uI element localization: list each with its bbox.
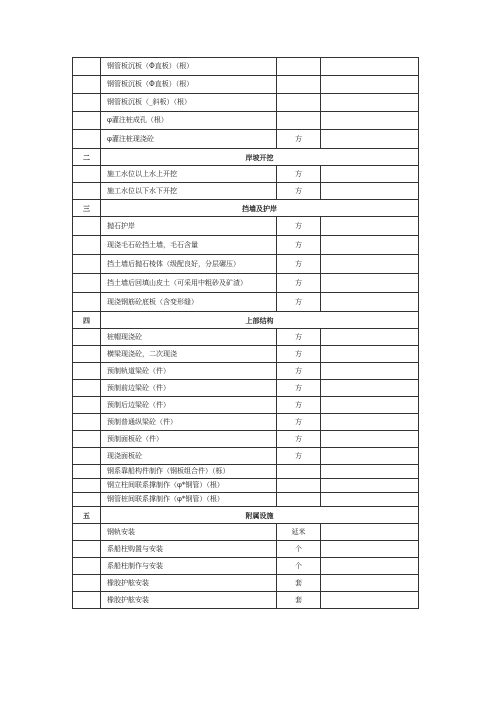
unit-cell <box>277 58 321 76</box>
bill-of-quantities-table <box>72 57 419 609</box>
unit-cell <box>277 94 321 112</box>
table-row <box>73 255 419 274</box>
unit-cell: 方 <box>277 363 321 380</box>
unit-cell: 个 <box>277 558 321 575</box>
row-number-cell <box>73 166 101 183</box>
row-number-cell <box>73 493 101 507</box>
unit-cell: 方 <box>277 236 321 255</box>
item-name-cell: 桩帽现浇砼 <box>101 329 277 346</box>
unit-cell <box>277 112 321 130</box>
item-name-cell: 预制前边梁砼（件） <box>101 380 277 397</box>
unit-cell: 方 <box>277 448 321 465</box>
table-row <box>73 76 419 94</box>
section-number: 四 <box>73 312 101 329</box>
unit-cell: 方 <box>277 414 321 431</box>
item-name-cell: 钢系靠船构件制作（钢板组合件）（栎） <box>101 465 277 479</box>
table-row <box>73 274 419 293</box>
row-number-cell <box>73 431 101 448</box>
quantity-cell <box>321 493 419 507</box>
item-name-cell: 钢管板沉板（Ф直板）（根） <box>101 76 277 94</box>
row-number-cell <box>73 380 101 397</box>
row-number-cell <box>73 397 101 414</box>
item-name-cell: 预制面板砼（件） <box>101 431 277 448</box>
quantity-cell <box>321 558 419 575</box>
item-name-cell: 橡胶护舷安装 <box>101 592 277 609</box>
table-row <box>73 94 419 112</box>
item-name-cell: 系船柱购置与安装 <box>101 541 277 558</box>
item-name-cell: 挡土墙后抛石棱体（级配良好，分层碾压） <box>101 255 277 274</box>
quantity-cell <box>321 414 419 431</box>
table-row <box>73 217 419 236</box>
table-row <box>73 479 419 493</box>
unit-cell: 方 <box>277 274 321 293</box>
unit-cell: 方 <box>277 166 321 183</box>
table-row <box>73 346 419 363</box>
quantity-cell <box>321 380 419 397</box>
row-number-cell <box>73 293 101 312</box>
table-row <box>73 558 419 575</box>
table-row <box>73 397 419 414</box>
quantity-cell <box>321 363 419 380</box>
unit-cell: 方 <box>277 183 321 200</box>
section-header-row <box>73 507 419 524</box>
item-name-cell: 施工水位以下水下开挖 <box>101 183 277 200</box>
row-number-cell <box>73 183 101 200</box>
section-header-row <box>73 312 419 329</box>
quantity-cell <box>321 274 419 293</box>
row-number-cell <box>73 130 101 149</box>
quantity-cell <box>321 479 419 493</box>
row-number-cell <box>73 329 101 346</box>
item-name-cell: 钢管板沉板（Ф直板）（根） <box>101 58 277 76</box>
item-name-cell: 现浇钢筋砼底板（含变形缝） <box>101 293 277 312</box>
unit-cell: 延米 <box>277 524 321 541</box>
unit-cell: 方 <box>277 329 321 346</box>
row-number-cell <box>73 465 101 479</box>
item-name-cell: φ灌注桩成孔（根） <box>101 112 277 130</box>
quantity-cell <box>321 217 419 236</box>
quantity-cell <box>321 346 419 363</box>
table-row <box>73 380 419 397</box>
unit-cell: 套 <box>277 575 321 592</box>
row-number-cell <box>73 112 101 130</box>
section-header-row <box>73 200 419 217</box>
unit-cell: 方 <box>277 293 321 312</box>
table-row <box>73 363 419 380</box>
quantity-cell <box>321 183 419 200</box>
section-title: 附属设施 <box>101 507 419 524</box>
unit-cell <box>277 493 321 507</box>
quantity-cell <box>321 397 419 414</box>
row-number-cell <box>73 346 101 363</box>
table-row <box>73 541 419 558</box>
table-row <box>73 575 419 592</box>
table-row <box>73 524 419 541</box>
row-number-cell <box>73 479 101 493</box>
item-name-cell: 现浇面板砼 <box>101 448 277 465</box>
quantity-cell <box>321 255 419 274</box>
quantity-cell <box>321 94 419 112</box>
unit-cell: 个 <box>277 541 321 558</box>
quantity-cell <box>321 575 419 592</box>
item-name-cell: φ灌注桩现浇砼 <box>101 130 277 149</box>
row-number-cell <box>73 94 101 112</box>
table-row <box>73 58 419 76</box>
table-row <box>73 592 419 609</box>
table-row <box>73 493 419 507</box>
quantity-cell <box>321 329 419 346</box>
row-number-cell <box>73 448 101 465</box>
quantity-cell <box>321 112 419 130</box>
table-row <box>73 166 419 183</box>
item-name-cell: 钢立柱间联系撑制作（φ*钢管）（根） <box>101 479 277 493</box>
table-body <box>73 58 419 609</box>
quantity-cell <box>321 293 419 312</box>
unit-cell: 方 <box>277 346 321 363</box>
section-title: 挡墙及护岸 <box>101 200 419 217</box>
item-name-cell: 钢管板沉板（_斜板）（根） <box>101 94 277 112</box>
table-row <box>73 183 419 200</box>
table-row <box>73 448 419 465</box>
item-name-cell: 抛石护岸 <box>101 217 277 236</box>
quantity-cell <box>321 236 419 255</box>
row-number-cell <box>73 541 101 558</box>
item-name-cell: 施工水位以上水上开挖 <box>101 166 277 183</box>
quantity-cell <box>321 541 419 558</box>
section-number: 三 <box>73 200 101 217</box>
table-row <box>73 431 419 448</box>
table-row <box>73 112 419 130</box>
row-number-cell <box>73 558 101 575</box>
quantity-cell <box>321 58 419 76</box>
quantity-cell <box>321 431 419 448</box>
unit-cell <box>277 465 321 479</box>
unit-cell: 方 <box>277 431 321 448</box>
quantity-cell <box>321 524 419 541</box>
table-row <box>73 329 419 346</box>
item-name-cell: 预制普通纵梁砼（件） <box>101 414 277 431</box>
row-number-cell <box>73 363 101 380</box>
unit-cell: 套 <box>277 592 321 609</box>
quantity-cell <box>321 592 419 609</box>
quantity-cell <box>321 448 419 465</box>
unit-cell: 方 <box>277 380 321 397</box>
item-name-cell: 横梁现浇砼，二次现浇 <box>101 346 277 363</box>
item-name-cell: 钢轨安装 <box>101 524 277 541</box>
section-number: 五 <box>73 507 101 524</box>
row-number-cell <box>73 255 101 274</box>
row-number-cell <box>73 217 101 236</box>
quantity-cell <box>321 465 419 479</box>
row-number-cell <box>73 414 101 431</box>
unit-cell <box>277 76 321 94</box>
row-number-cell <box>73 575 101 592</box>
section-header-row <box>73 149 419 166</box>
unit-cell: 方 <box>277 397 321 414</box>
quantity-cell <box>321 130 419 149</box>
row-number-cell <box>73 592 101 609</box>
quantity-cell <box>321 166 419 183</box>
item-name-cell: 钢管桩间联系撑制作（φ*钢管）（根） <box>101 493 277 507</box>
row-number-cell <box>73 58 101 76</box>
item-name-cell: 橡胶护舷安装 <box>101 575 277 592</box>
table-row <box>73 465 419 479</box>
row-number-cell <box>73 76 101 94</box>
item-name-cell: 预制轨道梁砼（件） <box>101 363 277 380</box>
row-number-cell <box>73 274 101 293</box>
row-number-cell <box>73 524 101 541</box>
table-row <box>73 293 419 312</box>
section-title: 上部结构 <box>101 312 419 329</box>
unit-cell: 方 <box>277 255 321 274</box>
item-name-cell: 挡土墙后回填山皮土（可采用中粗砂及矿渣） <box>101 274 277 293</box>
table-row <box>73 130 419 149</box>
row-number-cell <box>73 236 101 255</box>
section-title: 岸坡开挖 <box>101 149 419 166</box>
section-number: 二 <box>73 149 101 166</box>
unit-cell: 方 <box>277 130 321 149</box>
table-row <box>73 414 419 431</box>
item-name-cell: 预制后边梁砼（件） <box>101 397 277 414</box>
quantity-cell <box>321 76 419 94</box>
unit-cell: 方 <box>277 217 321 236</box>
item-name-cell: 系船柱制作与安装 <box>101 558 277 575</box>
item-name-cell: 现浇毛石砼挡土墙，毛石含量 <box>101 236 277 255</box>
unit-cell <box>277 479 321 493</box>
table-row <box>73 236 419 255</box>
